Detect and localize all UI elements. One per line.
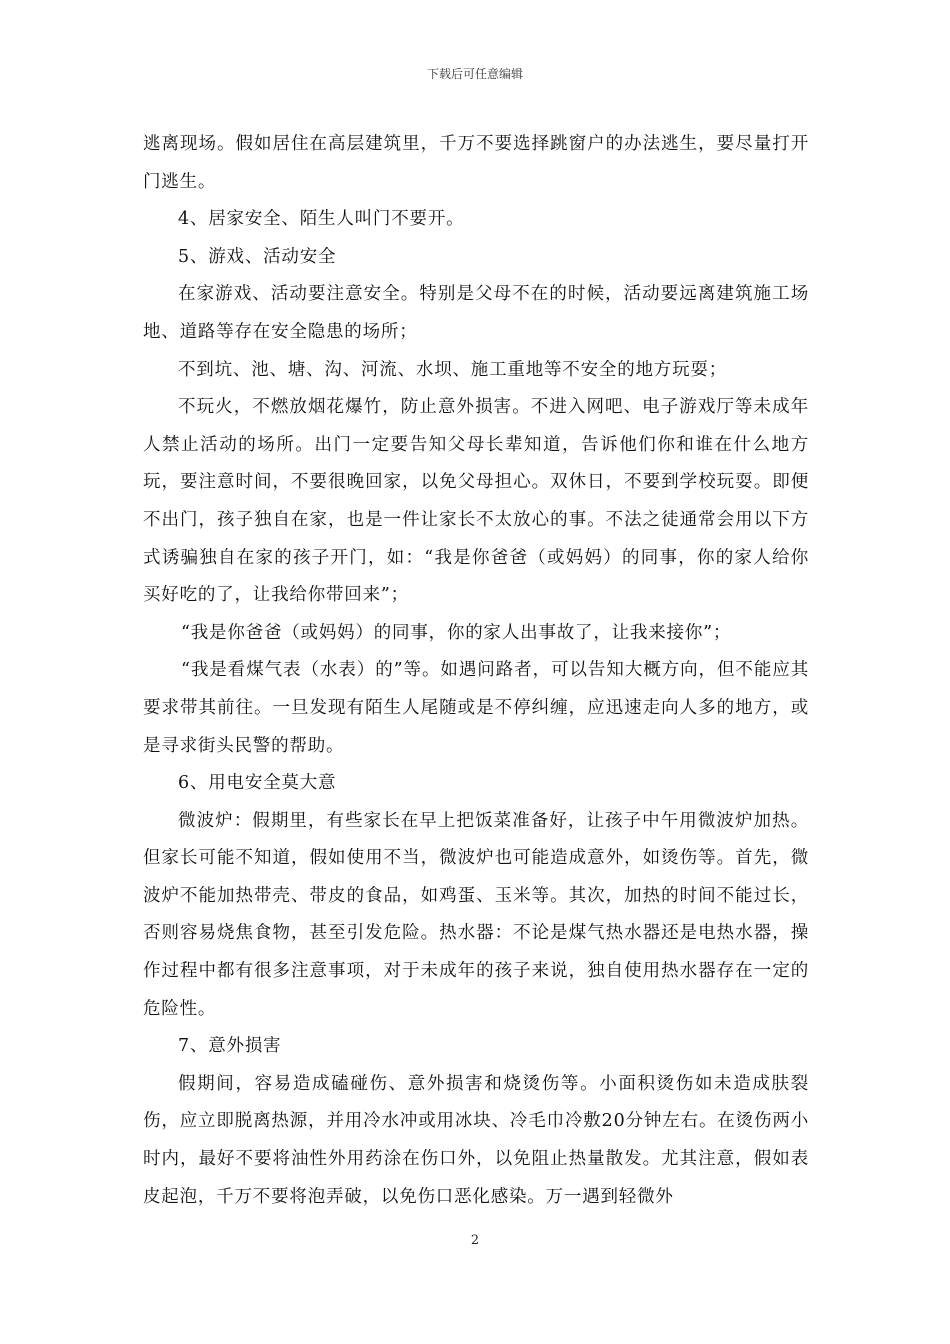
- heading-electric-safety: 6、用电安全莫大意: [178, 773, 337, 794]
- heading-play-safety: 5、游戏、活动安全: [178, 246, 337, 267]
- page-header: 下载后可任意编辑: [426, 67, 523, 81]
- paragraph-microwave-heater: 微波炉：假期里，有些家长在早上把饭菜准备好，让孩子中午用微波炉加热。但家长可能不知道，假如使用不当，微波炉也可能造成意外，如烫伤等。首先，微波炉不能加热带壳、带皮的食品，如鸡蛋、玉米等。其次，加热的时间不能过长，否则容易烧焦食物，甚至引发危险。热水器：不论是煤气热水器还是电热水器，操作过程中都有很多注意事项，对于未成年的孩子来说，独自使用热水器存在一定的危险性。: [143, 810, 809, 1019]
- paragraph-no-fire-strangers: 不玩火，不燃放烟花爆竹，防止意外损害。不进入网吧、电子游戏厅等未成年人禁止活动的场所。出门一定要告知父母长辈知道，告诉他们你和谁在什么地方玩，要注意时间，不要很晚回家，以免父母担心。双休日，不要到学校玩耍。即便不出门，孩子独自在家，也是一件让家长不太放心的事。不法之徒通常会用以下方式诱骗独自在家的孩子开门，如：“我是你爸爸（或妈妈）的同事，你的家人给你买好吃的了，让我给你带回来”；: [143, 397, 809, 606]
- paragraph-play-safety: 在家游戏、活动要注意安全。特别是父母不在的时候，活动要远离建筑施工场地、道路等存在安全隐患的场所；: [143, 284, 809, 342]
- heading-home-safety: 4、居家安全、陌生人叫门不要开。: [178, 209, 465, 230]
- document-body: [143, 126, 809, 1216]
- paragraph-stranger-advice: “我是看煤气表（水表）的”等。如遇问路者，可以告知大概方向，但不能应其要求带其前往。一旦发现有陌生人尾随或是不停纠缠，应迅速走向人多的地方，或是寻求街头民警的帮助。: [143, 660, 809, 756]
- heading-accidental-injury: 7、意外损害: [178, 1036, 282, 1057]
- paragraph-dangerous-places: 不到坑、池、塘、沟、河流、水坝、施工重地等不安全的地方玩耍；: [178, 359, 727, 380]
- paragraph-escape-continuation: 逃离现场。假如居住在高层建筑里，千万不要选择跳窗户的办法逃生，要尽量打开门逃生。: [143, 134, 809, 192]
- paragraph-burn-treatment: 假期间，容易造成磕碰伤、意外损害和烧烫伤等。小面积烫伤如未造成肤裂伤，应立即脱离热源，并用冷水冲或用冰块、冷毛巾冷敷20分钟左右。在烫伤两小时内，最好不要将油性外用药涂在伤口外，以免阻止热量散发。尤其注意，假如表皮起泡，千万不要将泡弄破，以免伤口恶化感染。万一遇到轻微外: [143, 1073, 809, 1207]
- paragraph-stranger-quote: “我是你爸爸（或妈妈）的同事，你的家人出事故了，让我来接你”；: [181, 622, 732, 643]
- page-number: 2: [470, 1233, 480, 1248]
